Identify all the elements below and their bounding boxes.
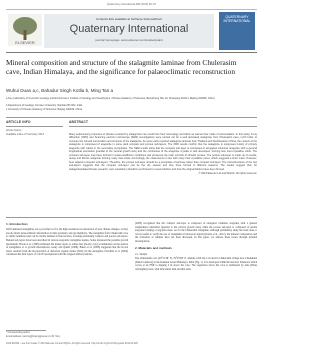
methods-heading: 2. Materials and methods <box>135 246 172 251</box>
introduction-heading: 1. Introduction <box>6 222 28 226</box>
corresponding-author-note: * Corresponding author. <box>6 332 31 334</box>
journal-header-banner <box>44 14 214 48</box>
right-column-text: (2008) recognized that the compact sub-layer is composed of elongated columnar aragonite with a general longitudinal orientation (parallel to the vertical growth axis), while the porous sub-layer is composed of needle aragonite forming a long-intra mass. As for the Chulerasim stalagmite, although preliminary study has been done, it can be useful to verify the use of stalagmites in monsoon signals (Kotlia et al., 2012), the mineral composition and the formation of laminae have not been discussed. In this paper, we address these issues through detailed investigations. <box>135 222 257 243</box>
journal-header <box>6 9 257 53</box>
abstract-divider <box>69 126 257 127</box>
abstract-label: ABSTRACT <box>69 120 89 124</box>
article-history-date: Available online 27 February 2013 <box>6 133 44 136</box>
copyright-notice: © 2013 Elsevier Ltd and INQUA. All rights reserved. <box>198 171 257 175</box>
journal-citation-line: Quaternary International 298 (2013) 93–97 <box>106 3 157 6</box>
journal-homepage-link[interactable]: journal homepage: www.elsevier.com/locate/quaint <box>95 38 163 42</box>
contents-availability-line: Contents lists available at SciVerse ScienceDirect <box>95 17 163 21</box>
journal-name: Quaternary International <box>69 23 189 35</box>
abstract-bottom-divider <box>6 217 257 218</box>
page-footer: 1040-6182/$ – see front matter © 2013 Elsevier Ltd and INQUA. All rights reserved. http://dx.doi.org/10.1016/j.quaint.2013.02.026 <box>6 343 138 345</box>
cover-title: QUATERNARY INTERNATIONAL <box>223 15 251 23</box>
article-title: Mineral composition and structure of the stalagmite laminae from Chulerasim cave, Indian Himalaya, and the significance for palaeoclimatic reconstruction <box>6 58 237 77</box>
article-history-label: Article history: <box>6 129 22 132</box>
body-column-right <box>135 222 257 272</box>
article-authors: Wuhui Duan a,c, Bahadur Singh Kotlia b, Ming Tan a <box>6 88 114 93</box>
introduction-text: Well laminated stalagmites are a powerful tool for the high-resolution reconstruction of past climate changes, as they encode much palaeoclimatic information in their geometry and geochemistry. The stalagmite from Chulerasim cave is visibly laminated and can be visible laminae in band section, revealing alternating compact and porous sub-layers. Banded sub-layers have been described in various aragonitic stalagmite studies. Some discussed the possible growth mechanism. Brook et al. (1999) attributed the darker layers to either dust (mostly clay) accumulation on the surface of stalagmites or to growth interruptions. Genty and Quinif (1996), Baker et al. (2008) suggested that the brown layers resulted from the incorporation of dissolved organic matter (DOC) in the stalagmite. Fairchild et al. (2004) considered the dark layers of CaCO3 precipitated with the trapped detrital particles. <box>6 228 128 257</box>
elsevier-tree-logo-icon <box>8 14 42 46</box>
svg-text:ELSEVIER: ELSEVIER <box>15 40 35 45</box>
footnote-divider <box>6 330 46 331</box>
section-divider <box>6 117 257 118</box>
abstract-body: Many sedimentary properties of climate recorded by stalagmites can result from their mineralogy and fabric as well as their mode of accumulation. In this study, X-ray diffraction (XRD) and Scanning electron microscope (SEM) investigations were carried out for a well laminated stalagmite from Chulerasim cave, north India, to compare the mineral composition and structure of the stalagmite. As some early reported stalagmite laminae from Thailand and Southwestern China, the content of the stalagmite is composed of aragonite in some dark compact and porous sub-layers. The XRD results confirm that the stalagmite is composed mostly of primary aragonite with calcite in the secondary precipitates. The SEM results show that the compact sub-layer is composed of elongated columnar aragonite with a general longitudinal orientation (parallel to the vertical growth axis) and the continuous of the aragonite crystals is well developed, forming less inter-crystalline voids. The compact sub-layer may have formed in quasi-equilibrium conditions and preserves the main controls of climatic proxies. The porous sub-layer is made up of needle, decay and fibrous aragonite forming many inter-voids. Accordingly, the coalescence is low with many inter-crystalline pores, which suggests a short mass. However, here adjacent compact sub-layers. Therefore, the porous sub-layer should be a precipitate of laminae rather than compact sub-layer. The microstructures of the two sub-layers suggests that the compact sub-layer can be the dry season and they have formed in different seasons. The results suggest that, for stalagmite/palaeoclimate research, care mandatory should be performed to reveal whether and how the original fabrics have been formed. <box>69 133 257 171</box>
article-info-label: ARTICLE INFO <box>6 120 31 124</box>
affiliation-c: c University of Chinese Academy of Sciences, Beijing 100049, China <box>6 108 83 111</box>
affiliation-b: b Department of Geology, Kumaun University, Nainital 263 002, India <box>6 104 83 107</box>
affiliation-a: a Key Laboratory of Cenozoic Geology and Environment, Institute of Geology and Geophysics, Chinese Academy of Sciences, Beitucheng Xilu 19, Chaoyang District, Beijing 100029, China <box>6 97 215 100</box>
methods-text: The Chulerasim cave (29°51'48" N, 79°25'08" E, altitude 1250 m) is located in Chulerasim village near Chaukhutia (District Almora) in the Kumaun Lesser Himalaya, India (Fig. 1). It is developed within Proterozoic limestone which occurs at an ENE to dipping 2 m above the cave. The vegetation above the cave is dominated by pine (Pinus roxburghii) forest, with little shrub land and thin soils. <box>135 257 257 272</box>
journal-cover-thumbnail <box>219 12 255 50</box>
abstract-text <box>69 133 257 175</box>
methods-subheading: 2.1. Sample <box>135 252 148 256</box>
email-footnote[interactable]: E-mail address: tanming@mail.iggcas.ac.cn (M. Tan). <box>6 335 61 338</box>
article-info-divider <box>6 126 63 127</box>
body-column-left <box>6 222 128 257</box>
